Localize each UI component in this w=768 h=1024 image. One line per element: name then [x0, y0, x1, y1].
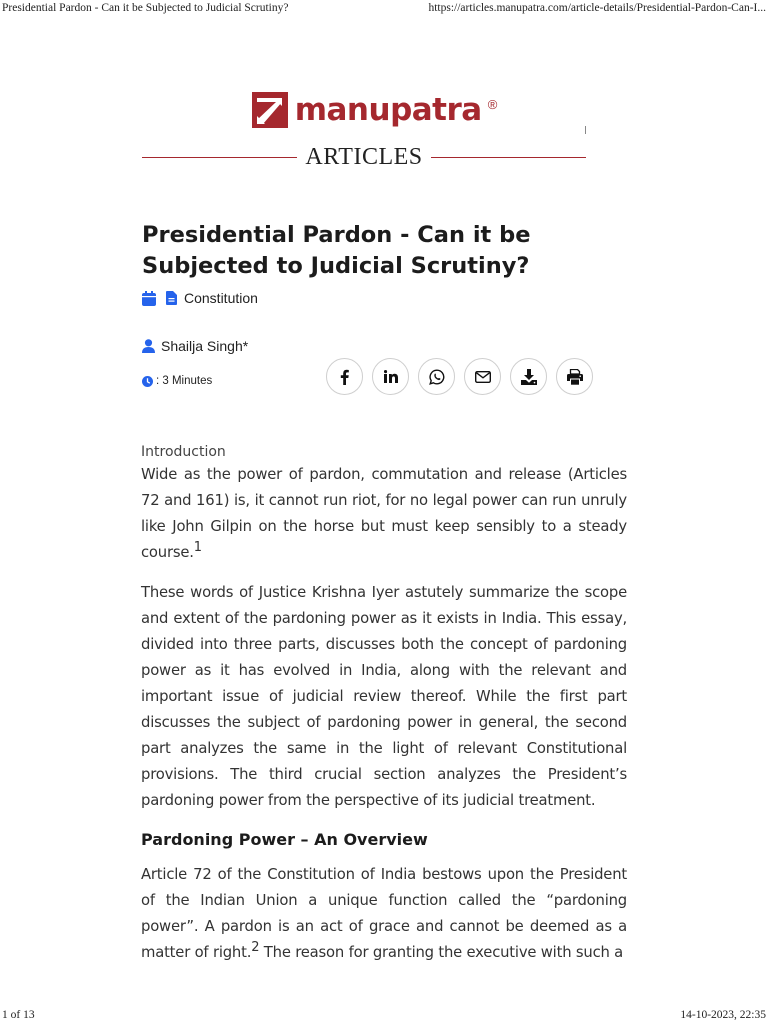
print-icon [567, 369, 583, 385]
paragraph-2: These words of Justice Krishna Iyer astutely summarize the scope and extent of the pardoning power as it exists in India. This essay, divided into three parts, discusses both the concept of pardoning power as it has evolved in India, along with the relevant and important issue of judicial review thereof. While the first part discusses the subject of pardoning power in general, the second part analyzes the same in the light of relevant Constitutional provisions. The third crucial section analyzes the President’s pardoning power from the perspective of its judicial treatment. [141, 584, 627, 809]
paragraph-3-text-a: Article 72 of the Constitution of India bestows upon the President of the Indian Union a unique function called the “pardoning power”. A pardon is an act of grace and cannot be deemed as a matter of right. [141, 866, 627, 961]
read-time: : 3 Minutes [156, 375, 213, 387]
print-header-title: Presidential Pardon - Can it be Subjected to Judicial Scrutiny? [2, 2, 289, 14]
calendar-icon [142, 291, 156, 306]
share-facebook-button[interactable] [326, 358, 363, 395]
print-datetime: 14-10-2023, 22:35 [680, 1009, 766, 1021]
manupatra-logo[interactable] [251, 90, 498, 130]
footnote-ref-2[interactable]: 2 [251, 940, 260, 955]
document-icon [166, 291, 177, 305]
facebook-icon [340, 369, 349, 385]
print-header [0, 0, 768, 18]
clock-icon [142, 376, 153, 387]
manupatra-logo-icon [251, 90, 289, 130]
page-number: 1 of 13 [2, 1009, 35, 1021]
author-name[interactable]: Shailja Singh* [161, 338, 249, 354]
section-label-introduction: Introduction [141, 444, 226, 460]
paragraph-3-text-b: The reason for granting the executive with such a [259, 944, 624, 961]
article-body [141, 442, 627, 980]
paragraph-1 [141, 462, 627, 566]
paragraph-1-text: Wide as the power of pardon, commutation and release (Articles 72 and 161) is, it cannot run riot, for no legal power can run unruly like John Gilpin on the horse but must keep sensibly to a steady course. [141, 466, 627, 561]
section-label: ARTICLES [305, 143, 423, 170]
paragraph-3 [141, 862, 627, 966]
share-linkedin-button[interactable] [372, 358, 409, 395]
divider-left [142, 157, 297, 158]
registered-mark: ® [487, 96, 498, 112]
section-banner [142, 140, 586, 174]
footnote-ref-1[interactable]: 1 [193, 540, 202, 555]
email-icon [475, 371, 491, 383]
divider-right [431, 157, 586, 158]
category-row [142, 290, 258, 306]
print-header-url: https://articles.manupatra.com/article-details/Presidential-Pardon-Can-I... [428, 2, 766, 14]
decorative-tick [585, 126, 586, 134]
share-whatsapp-button[interactable] [418, 358, 455, 395]
print-button[interactable] [556, 358, 593, 395]
download-icon [521, 369, 537, 385]
read-time-row [142, 375, 212, 387]
brand-header [0, 90, 768, 135]
section-heading-overview: Pardoning Power – An Overview [141, 830, 428, 849]
article-title: Presidential Pardon - Can it be Subjected to Judicial Scrutiny? [142, 222, 531, 279]
print-footer [0, 1006, 768, 1024]
brand-name: manupatra [294, 92, 482, 128]
category-label: Constitution [184, 290, 258, 306]
download-button[interactable] [510, 358, 547, 395]
user-icon [142, 339, 155, 353]
author-row [142, 338, 248, 354]
share-email-button[interactable] [464, 358, 501, 395]
linkedin-icon [384, 370, 398, 383]
category-link[interactable] [166, 290, 258, 306]
share-toolbar [326, 358, 593, 395]
whatsapp-icon [429, 369, 445, 385]
